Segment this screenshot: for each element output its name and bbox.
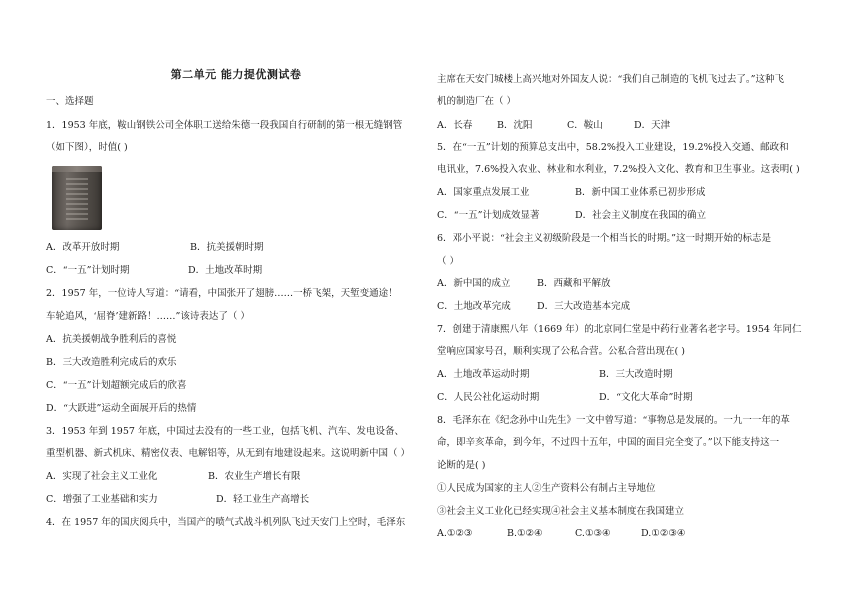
section-heading: 一、选择题: [46, 96, 94, 107]
q5-option-d: D．社会主义制度在我国的确立: [575, 210, 707, 221]
q8-item-line1: ①人民成为国家的主人②生产资料公有制占主导地位: [437, 483, 656, 494]
q8-option-d: D.①②③④: [641, 528, 686, 539]
q6-option-c: C．土地改革完成: [437, 301, 511, 312]
q7-stem-line1: 7．创建于清康熙八年（1669 年）的北京同仁堂是中药行业著名老字号。1954 年同仁: [437, 324, 802, 335]
q8-option-b: B.①②④: [507, 528, 543, 539]
q5-option-c: C．“一五”计划成效显著: [437, 210, 540, 221]
q1-option-c: C．“一五”计划时期: [46, 265, 130, 276]
q1-option-d: D．土地改革时期: [188, 265, 263, 276]
q6-option-a: A．新中国的成立: [437, 278, 511, 289]
q4-option-d: D．天津: [634, 120, 671, 131]
q6-stem-line2: （ ）: [437, 256, 460, 267]
q8-stem-line1: 8．毛泽东在《纪念孙中山先生》一文中曾写道：“事物总是发展的。一九一一年的革: [437, 415, 790, 426]
q6-option-d: D．三大改造基本完成: [537, 301, 631, 312]
q1-option-a: A．改革开放时期: [46, 242, 120, 253]
q7-option-c: C．人民公社化运动时期: [437, 392, 540, 403]
q1-option-b: B．抗美援朝时期: [190, 242, 264, 253]
q8-option-a: A.①②③: [437, 528, 473, 539]
q5-option-a: A．国家重点发展工业: [437, 187, 530, 198]
q6-option-b: B．西藏和平解放: [537, 278, 611, 289]
q3-stem-line2: 重型机器、新式机床、精密仪表、电解铝等，从无到有地建设起来。这说明新中国（ ）: [46, 448, 411, 459]
q4-option-c: C．鞍山: [567, 120, 603, 131]
q5-stem-line1: 5．在“一五”计划的预算总支出中，58.2%投入工业建设，19.2%投入交通、邮政和: [437, 142, 789, 153]
q3-option-d: D．轻工业生产高增长: [216, 494, 310, 505]
q7-stem-line2: 堂响应国家号召，顺利实现了公私合营。公私合营出现在( ): [437, 346, 685, 357]
q4-stem-line3: 机的制造厂在（ ）: [437, 96, 517, 107]
q8-option-c: C.①③④: [575, 528, 611, 539]
q3-stem-line1: 3．1953 年到 1957 年底，中国过去没有的一些工业，包括飞机、汽车、发电设备、: [46, 426, 404, 437]
q3-option-c: C．增强了工业基础和实力: [46, 494, 158, 505]
q4-stem-line2: 主席在天安门城楼上高兴地对外国友人说：“我们自己制造的飞机飞过去了。”这种飞: [437, 74, 784, 85]
q7-option-b: B．三大改造时期: [599, 369, 673, 380]
q8-stem-line2: 命，即辛亥革命，到今年，不过四十五年，中国的面目完全变了。”以下能支持这一: [437, 437, 780, 448]
q1-stem-line2: （如下图），时值( ): [46, 142, 128, 153]
q5-option-b: B．新中国工业体系已初步形成: [575, 187, 706, 198]
steel-pipe-photo: [52, 166, 102, 230]
q3-option-a: A．实现了社会主义工业化: [46, 471, 158, 482]
q6-stem-line1: 6．邓小平说：“社会主义初级阶段是一个相当长的时期。”这一时期开始的标志是: [437, 233, 772, 244]
q2-option-d: D．“大跃进”运动全面展开后的热情: [46, 403, 197, 414]
q2-option-b: B．三大改造胜利完成后的欢乐: [46, 357, 177, 368]
q7-option-a: A．土地改革运动时期: [437, 369, 530, 380]
q2-stem-line1: 2．1957 年，一位诗人写道：“请看，中国张开了翅膀……一桥飞架，天堑变通途！: [46, 288, 398, 299]
q2-option-c: C．“一五”计划超额完成后的欣喜: [46, 380, 187, 391]
q4-stem-line1: 4．在 1957 年的国庆阅兵中，当国产的喷气式战斗机列队飞过天安门上空时，毛泽东: [46, 517, 406, 528]
q5-stem-line2: 电讯业，7.6%投入农业、林业和水利业，7.2%投入文化、教育和卫生事业。这表明( ): [437, 164, 800, 175]
pipe-engraving: [66, 178, 88, 222]
q4-option-b: B．沈阳: [497, 120, 533, 131]
q8-item-line2: ③社会主义工业化已经实现④社会主义基本制度在我国建立: [437, 506, 685, 517]
q2-option-a: A．抗美援朝战争胜利后的喜悦: [46, 334, 177, 345]
page-title: 第二单元 能力提优测试卷: [170, 68, 302, 81]
q2-stem-line2: 车轮追风，‘屈脊’建新路！……”该诗表达了（ ）: [46, 311, 250, 322]
q1-stem-line1: 1．1953 年底，鞍山钢铁公司全体职工送给朱德一段我国自行研制的第一根无缝钢管: [46, 120, 403, 131]
q3-option-b: B．农业生产增长有限: [208, 471, 301, 482]
q8-stem-line3: 论断的是( ): [437, 460, 486, 471]
q4-option-a: A．长春: [437, 120, 473, 131]
q7-option-d: D．“文化大革命”时期: [599, 392, 693, 403]
